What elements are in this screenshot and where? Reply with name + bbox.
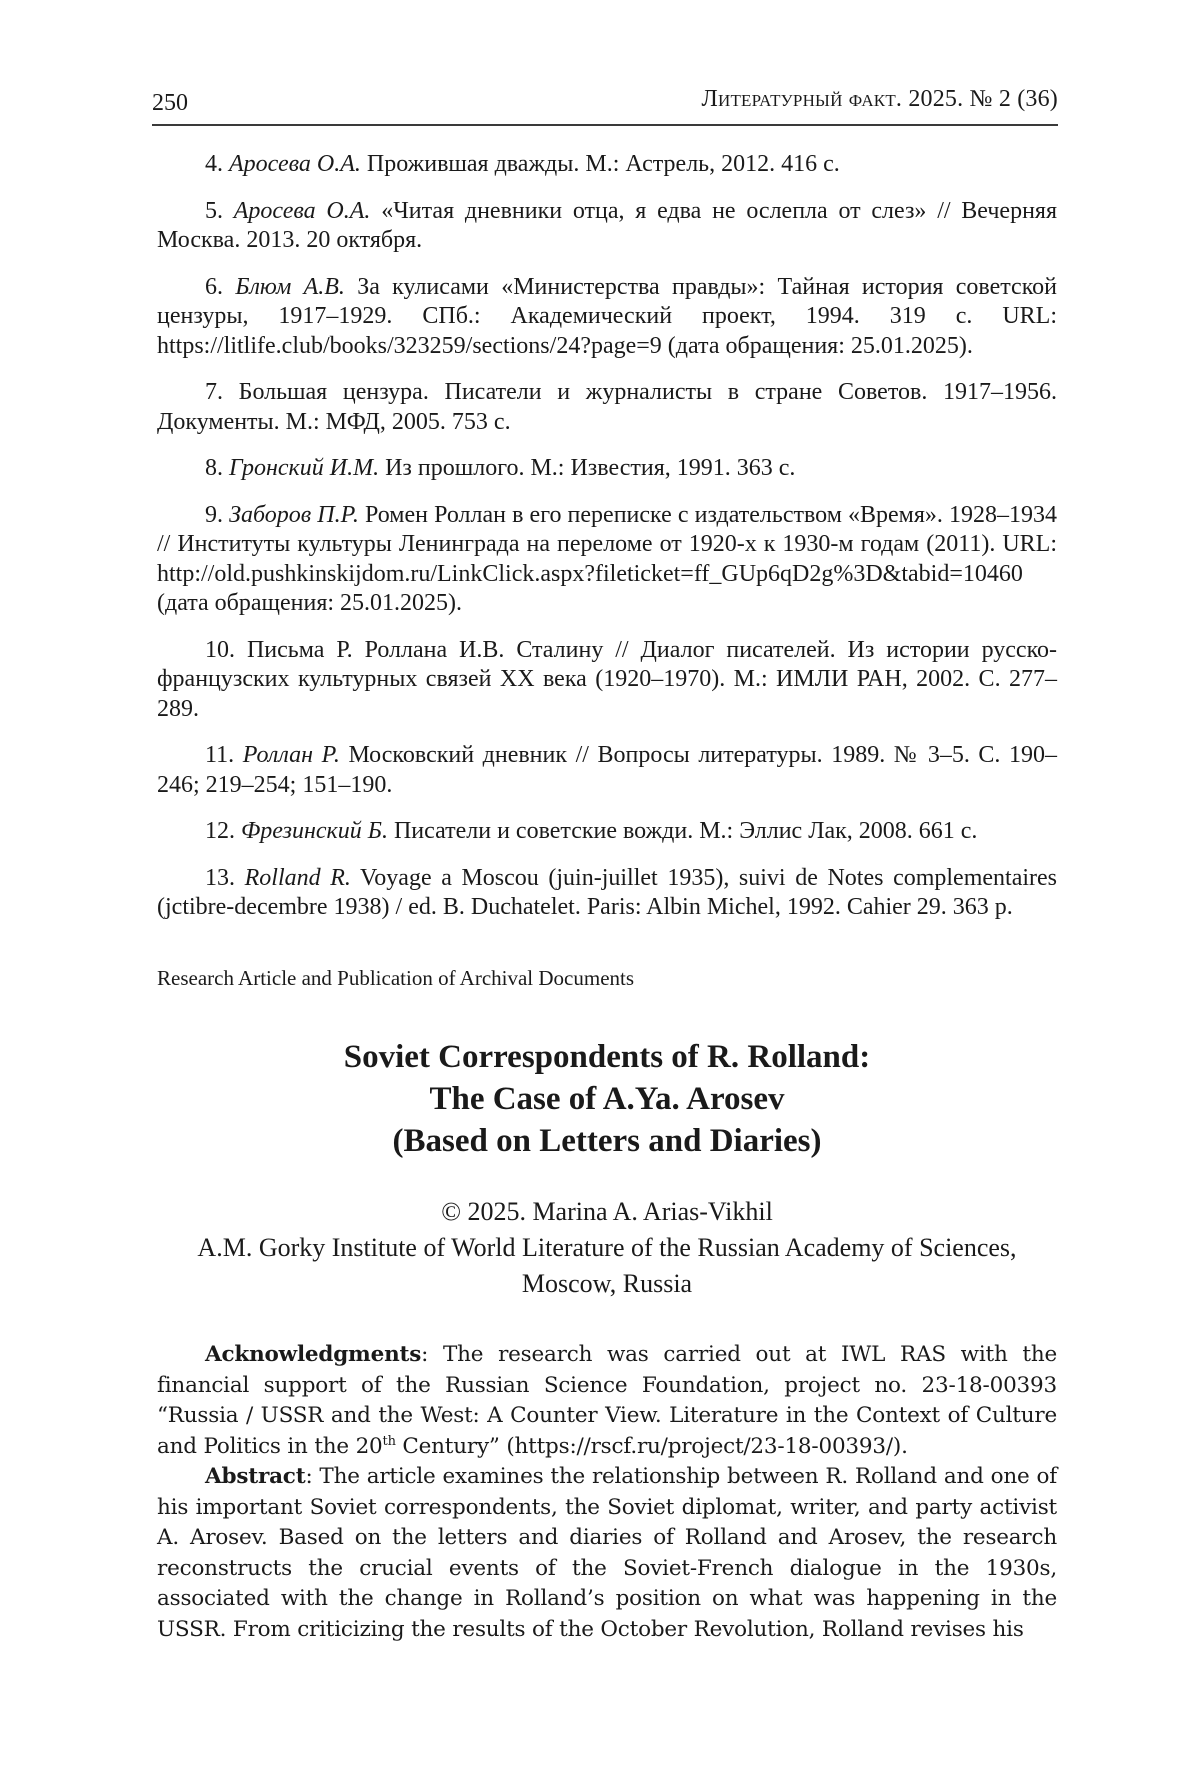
- title-line: Soviet Correspondents of R. Rolland:: [343, 1039, 871, 1075]
- acknowledgments-label: Acknowledgments: [205, 1342, 422, 1367]
- reference-list: [157, 150, 1057, 940]
- author-block: [157, 1194, 1057, 1302]
- reference-item: 5. Аросева О.А. «Читая дневники отца, я едва не ослепла от слез» // Вечерняя Москва. 2013. 20 октября.: [157, 197, 1058, 253]
- reference-item: 6. Блюм А.В. За кулисами «Министерства правды»: Тайная история советской цензуры, 1917–1929. СПб.: Академический проект, 1994. 319 с. URL: https://litlife.club/books/323259/sections/24?page=9 (дата обращения: 25.01.2025).: [157, 273, 1057, 359]
- journal-title: Литературный факт. 2025. № 2 (36): [701, 86, 1058, 112]
- affiliation-line: A.M. Gorky Institute of World Literature of the Russian Academy of Sciences,: [197, 1233, 1017, 1262]
- reference-item: 8. Гронский И.М. Из прошлого. М.: Известия, 1991. 363 с.: [205, 455, 796, 481]
- reference-item: 7. Большая цензура. Писатели и журналисты в стране Советов. 1917–1956. Документы. М.: МФД, 2005. 753 с.: [157, 379, 1057, 435]
- reference-item: 12. Фрезинский Б. Писатели и советские вожди. М.: Эллис Лак, 2008. 661 с.: [205, 818, 978, 844]
- page-number: 250: [152, 90, 188, 116]
- article-title: [157, 1036, 1057, 1162]
- author-line: © 2025. Marina A. Arias-Vikhil: [441, 1197, 773, 1226]
- reference-item: 9. Заборов П.Р. Ромен Роллан в его переписке с издательством «Время». 1928–1934 // Институты культуры Ленинграда на переломе от 1920-х к 1930-м годам (2011). URL: http://old.pushkinskijdom.ru/LinkClick.aspx?fileticket=ff_GUp6qD2g%3D&tabid=10460 (дата обращения: 25.01.2025).: [157, 501, 1057, 616]
- affiliation-location: Moscow, Russia: [521, 1269, 693, 1298]
- reference-item: 11. Роллан Р. Московский дневник // Вопросы литературы. 1989. № 3–5. С. 190–246; 219–254; 151–190.: [157, 742, 1057, 798]
- acknowledgments-paragraph: Acknowledgments: The research was carried out at IWL RAS with the financial support of the Russian Science Foundation, project no. 23-18-00393 “Russia / USSR and the West: A Counter View. Literature in the Context of Culture and Politics in the 20th Century” (https://rscf.ru/project/23-18-00393/).: [157, 1342, 1057, 1459]
- running-header: [152, 86, 1058, 126]
- abstract-label: Abstract: [205, 1464, 306, 1489]
- reference-item: 4. Аросева О.А. Прожившая дважды. М.: Астрель, 2012. 416 с.: [205, 151, 840, 177]
- abstract-paragraph: Abstract: The article examines the relationship between R. Rolland and one of his important Soviet correspondents, the Soviet diplomat, writer, and party activist A. Arosev. Based on the letters and diaries of Rolland and Arosev, the research reconstructs the crucial events of the Soviet-French dialogue in the 1930s, associated with the change in Rolland’s position on what was happening in the USSR. From criticizing the results of the October Revolution, Rolland revises his: [157, 1464, 1057, 1642]
- reference-item: 10. Письма Р. Роллана И.В. Сталину // Диалог писателей. Из истории русско-французских культурных связей XX века (1920–1970). М.: ИМЛИ РАН, 2002. С. 277–289.: [157, 636, 1058, 722]
- reference-item: 13. Rolland R. Voyage a Moscou (juin-juillet 1935), suivi de Notes complementaires (jctibre-decembre 1938) / ed. B. Duchatelet. Paris: Albin Michel, 1992. Cahier 29. 363 p.: [157, 864, 1057, 920]
- title-line: The Case of A.Ya. Arosev: [429, 1081, 785, 1117]
- abstract-section: [157, 1340, 1057, 1645]
- article-category: Research Article and Publication of Archival Documents: [157, 966, 635, 990]
- title-line: (Based on Letters and Diaries): [392, 1123, 822, 1159]
